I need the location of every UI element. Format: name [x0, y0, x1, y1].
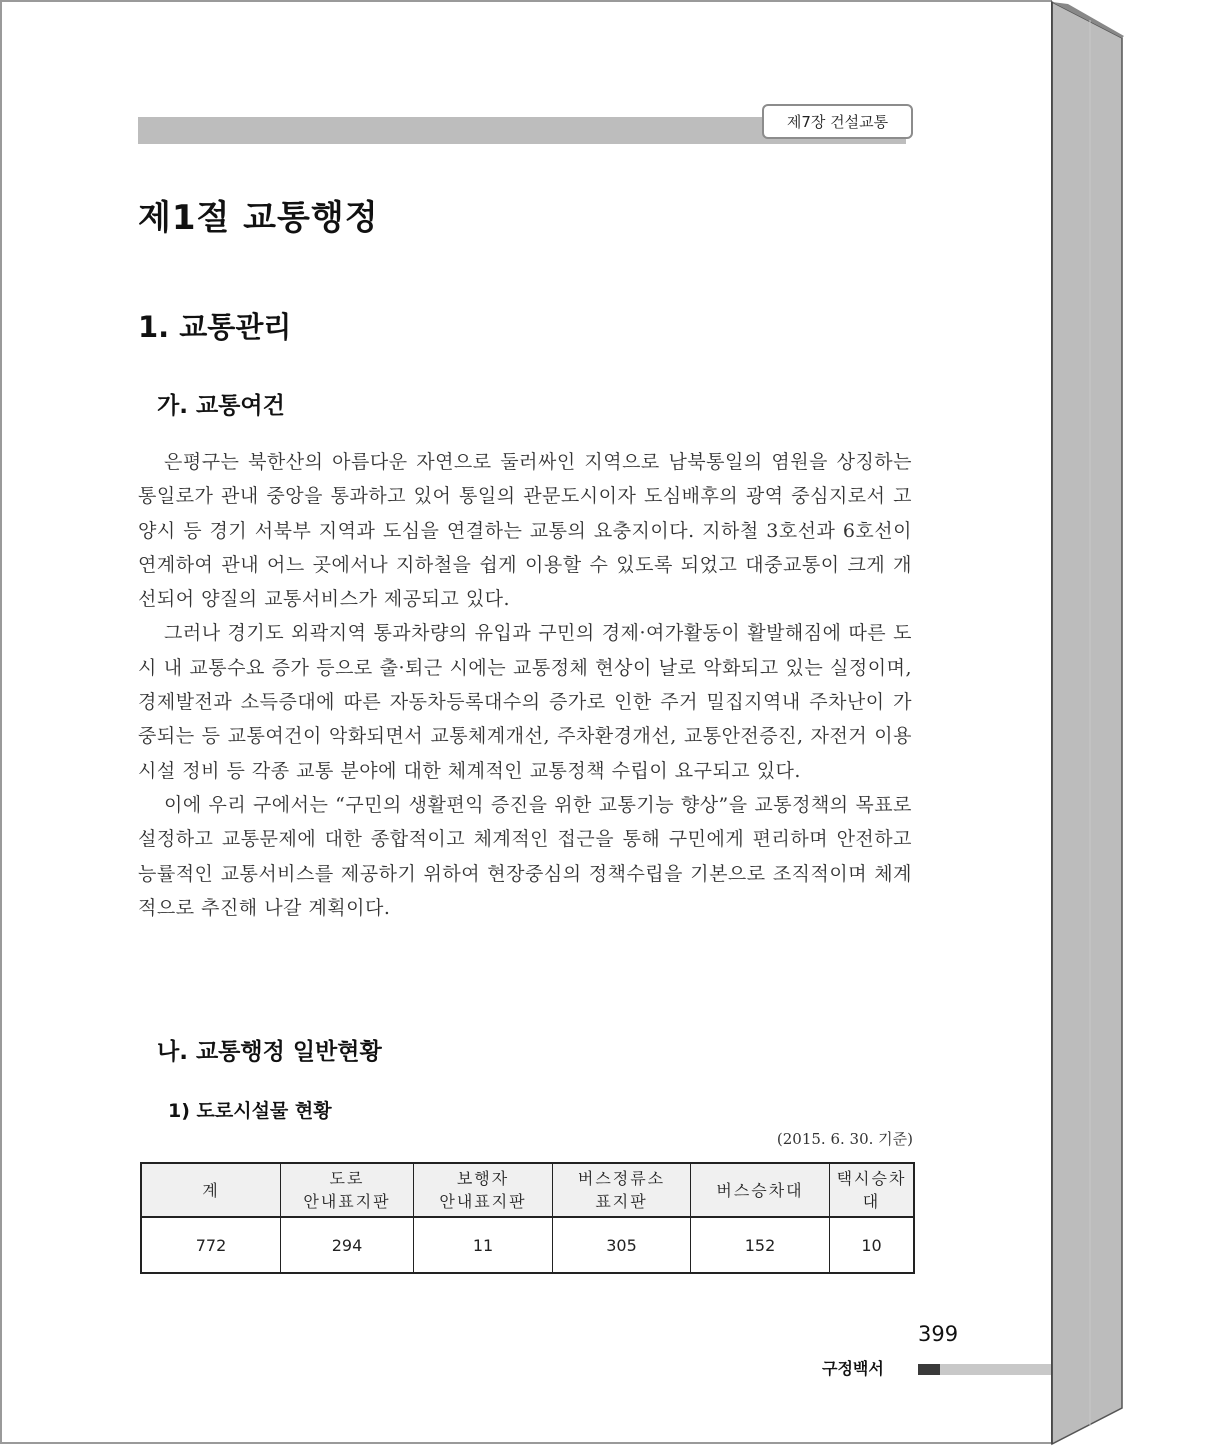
date-note: (2015. 6. 30. 기준) — [776, 1130, 913, 1148]
column-header-bus-shelter: 버스승차대 — [691, 1163, 830, 1217]
table-cell: 10 — [830, 1217, 915, 1273]
table-cell: 294 — [281, 1217, 414, 1273]
table-cell: 11 — [414, 1217, 553, 1273]
footer-bar — [940, 1364, 1051, 1375]
section-title: 제1절 교통행정 — [138, 198, 379, 238]
table-row — [141, 1217, 914, 1273]
table-cell: 152 — [691, 1217, 830, 1273]
paragraph: 이에 우리 구에서는 “구민의 생활편익 증진을 위한 교통기능 향상”을 교통정책의 목표로 설정하고 교통문제에 대한 종합적이고 체계적인 접근을 통해 구민에게 편리하며 안전하고 능률적인 교통서비스를 제공하기 위하여 현장중심의 정책수립을 기본으로 조직적이며 체계적으로 추진해 나갈 계획이다. — [138, 793, 912, 919]
book-name: 구정백서 — [822, 1359, 884, 1378]
table-cell: 772 — [141, 1217, 281, 1273]
column-header-pedestrian-sign: 보행자 안내표지판 — [414, 1163, 553, 1217]
column-header-total: 계 — [141, 1163, 281, 1217]
column-header-road-sign: 도로 안내표지판 — [281, 1163, 414, 1217]
table-cell: 305 — [553, 1217, 691, 1273]
column-header-bus-stop-sign: 버스정류소 표지판 — [553, 1163, 691, 1217]
body-text — [138, 445, 912, 925]
column-header-taxi-stand: 택시승차대 — [830, 1163, 915, 1217]
road-facility-table — [140, 1162, 915, 1274]
heading-road-facilities: 1) 도로시설물 현황 — [168, 1100, 332, 1122]
footer-bar-accent — [918, 1364, 940, 1375]
page-number: 399 — [918, 1322, 959, 1346]
table-header-row — [141, 1163, 914, 1217]
subsection-title: 1. 교통관리 — [138, 310, 292, 344]
heading-traffic-admin-status: 나. 교통행정 일반현황 — [157, 1039, 382, 1065]
chapter-tab: 제7장 건설교통 — [762, 104, 913, 139]
heading-traffic-conditions: 가. 교통여건 — [157, 393, 285, 419]
paragraph: 은평구는 북한산의 아름다운 자연으로 둘러싸인 지역으로 남북통일의 염원을 상징하는 통일로가 관내 중앙을 통과하고 있어 통일의 관문도시이자 도심배후의 광역 중심지로서 고양시 등 경기 서북부 지역과 도심을 연결하는 교통의 요충지이다. 지하철 3호선과 6호선이 연계하여 관내 어느 곳에서나 지하철을 쉽게 이용할 수 있도록 되었고 대중교통이 크게 개선되어 양질의 교통서비스가 제공되고 있다. — [138, 451, 912, 611]
paragraph: 그러나 경기도 외곽지역 통과차량의 유입과 구민의 경제·여가활동이 활발해짐에 따른 도시 내 교통수요 증가 등으로 출·퇴근 시에는 교통정체 현상이 날로 악화되고 있는 실정이며, 경제발전과 소득증대에 따른 자동차등록대수의 증가로 인한 주거 밀집지역내 주차난이 가중되는 등 교통여건이 악화되면서 교통체계개선, 주차환경개선, 교통안전증진, 자전거 이용시설 정비 등 각종 교통 분야에 대한 체계적인 교통정책 수립이 요구되고 있다. — [138, 622, 912, 782]
